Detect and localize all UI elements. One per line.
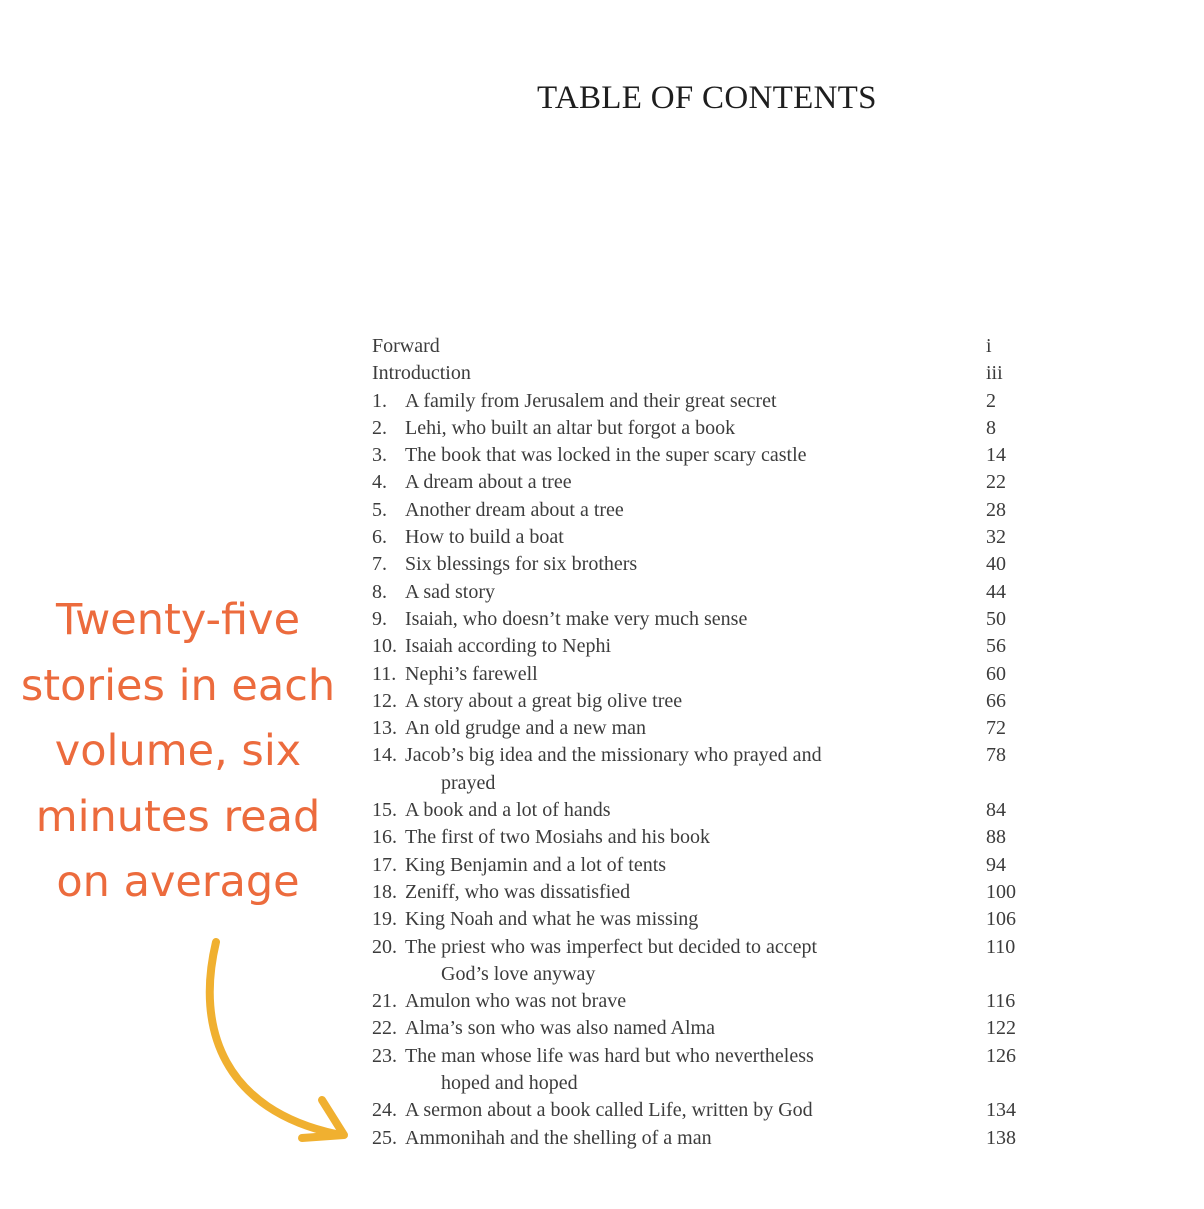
toc-entry-title [405, 797, 885, 824]
toc-entry-number: 20. [372, 935, 397, 958]
callout-line: volume, six [54, 726, 302, 776]
toc-entry-text [372, 797, 912, 824]
toc-entry-number: 1. [372, 389, 387, 412]
toc-entry [372, 824, 1032, 851]
toc-entry-text [372, 879, 912, 906]
toc-entry-title-line: Six blessings for six brothers [405, 553, 638, 576]
toc-entry-page-number: 84 [986, 799, 1006, 822]
toc-entry-number: 15. [372, 799, 397, 822]
toc-entry-number: 14. [372, 744, 397, 767]
toc-entry-title [405, 497, 885, 524]
toc-entry-number: 9. [372, 607, 387, 630]
toc-entry-title-continuation: God’s love anyway [441, 962, 596, 985]
toc-entry-title-line: Introduction [372, 362, 471, 385]
toc-entry-text [372, 633, 912, 660]
toc-entry-title-line: Zeniff, who was dissatisfied [405, 880, 631, 903]
toc-entry-text [372, 934, 912, 989]
toc-entry-number: 18. [372, 880, 397, 903]
toc-entry-text [372, 442, 912, 469]
toc-entry-title-line: Ammonihah and the shelling of a man [405, 1126, 712, 1149]
toc-entry-title-line: Nephi’s farewell [405, 662, 538, 685]
toc-entry-title [405, 524, 885, 551]
toc-entry [372, 661, 1032, 688]
toc-entry-title [405, 661, 885, 688]
toc-entry-title [405, 988, 885, 1015]
toc-entry-page-number: i [986, 335, 992, 357]
toc-entry-text [372, 852, 912, 879]
toc-entry-title [405, 606, 885, 633]
toc-entry-text [372, 906, 912, 933]
toc-entry-title [372, 333, 852, 360]
toc-entry-title-line: Amulon who was not brave [405, 990, 627, 1013]
toc-entry-page-number: 106 [986, 908, 1016, 931]
toc-entry-page-number: 40 [986, 553, 1006, 576]
toc-entry-title [405, 1043, 881, 1098]
toc-entry-text [372, 715, 912, 742]
callout-line: on average [56, 857, 300, 907]
toc-entry-title-line: Lehi, who built an altar but forgot a book [405, 416, 736, 439]
toc-entry-page-number: 94 [986, 853, 1006, 876]
toc-entry [372, 934, 1032, 989]
toc-entry [372, 1125, 1032, 1152]
toc-entry [372, 388, 1032, 415]
toc-entry-title [405, 551, 885, 578]
toc-entry-number: 24. [372, 1099, 397, 1122]
toc-entry-title-line: Isaiah according to Nephi [405, 635, 612, 658]
toc-entry-text [372, 688, 912, 715]
callout-line: minutes read [35, 791, 321, 842]
toc-entry-text [372, 551, 912, 578]
toc-entry-text [372, 360, 912, 387]
toc-entry-page-number: 126 [986, 1044, 1016, 1067]
toc-entry [372, 633, 1032, 660]
toc-entry-page-number: 14 [986, 444, 1006, 467]
toc-entry [372, 524, 1032, 551]
toc-entry-title [405, 688, 885, 715]
toc-entry-page-number: 100 [986, 880, 1016, 903]
toc-entry-page-number: 116 [986, 990, 1016, 1013]
callout-line: stories in each [20, 660, 336, 711]
toc-entry-page-number: 66 [986, 689, 1006, 712]
toc-entry-page-number: 78 [986, 744, 1006, 767]
toc-entry-text [372, 661, 912, 688]
toc-entry [372, 906, 1032, 933]
toc-entry [372, 715, 1032, 742]
toc-entry-title [405, 415, 885, 442]
toc-entry-number: 4. [372, 471, 387, 494]
toc-entry-title-line: King Noah and what he was missing [405, 908, 699, 931]
toc-entry-number: 23. [372, 1044, 397, 1067]
toc-entry-text [372, 579, 912, 606]
toc-entry-title [405, 715, 885, 742]
toc-entry-title-line: A sermon about a book called Life, written by God [405, 1099, 813, 1122]
toc-entry-title-line: Isaiah, who doesn’t make very much sense [405, 607, 748, 630]
toc-entry-title-line: The first of two Mosiahs and his book [405, 826, 710, 849]
toc-entry-title [372, 360, 852, 387]
toc-entry-text [372, 524, 912, 551]
toc-entry-number: 19. [372, 908, 397, 931]
toc-entry-number: 8. [372, 580, 387, 603]
arrow-head [302, 1100, 344, 1138]
toc-entry-number: 6. [372, 526, 387, 549]
toc-entry [372, 551, 1032, 578]
toc-entry-title [405, 742, 881, 797]
toc-entry [372, 360, 1032, 387]
toc-entry-title-line: A story about a great big olive tree [405, 689, 683, 712]
toc-entry [372, 1015, 1032, 1042]
toc-entry-title [405, 442, 885, 469]
toc-entry-text [372, 824, 912, 851]
toc-entry-title-line: Alma’s son who was also named Alma [405, 1017, 715, 1040]
toc-entry-title [405, 388, 885, 415]
toc-entry [372, 797, 1032, 824]
toc-entry-title-continuation: hoped and hoped [441, 1072, 578, 1095]
toc-entry-title [405, 633, 885, 660]
toc-entry-title-line: A book and a lot of hands [405, 799, 611, 822]
toc-entry-page-number: 2 [986, 389, 996, 412]
toc-entry-number: 12. [372, 689, 397, 712]
toc-entry-number: 10. [372, 635, 397, 658]
toc-entry-title-line: An old grudge and a new man [405, 717, 647, 740]
toc-entry [372, 415, 1032, 442]
toc-entry-title-continuation: prayed [441, 771, 496, 794]
toc-entry-title-line: The book that was locked in the super scary castle [405, 444, 807, 467]
toc-entry-title [405, 824, 885, 851]
toc-entry [372, 579, 1032, 606]
toc-entry-text [372, 388, 912, 415]
toc-entry-page-number: 88 [986, 826, 1006, 849]
toc-entry-number: 22. [372, 1017, 397, 1040]
toc-entry [372, 742, 1032, 797]
toc-entry-page-number: 110 [986, 935, 1016, 958]
toc-entry [372, 879, 1032, 906]
toc-entry-number: 16. [372, 826, 397, 849]
toc-entry-title-line: The man whose life was hard but who nevertheless [405, 1044, 814, 1067]
toc-entry-title-line: Forward [372, 335, 440, 357]
toc-entry-title [405, 879, 885, 906]
toc-entry [372, 497, 1032, 524]
toc-entry [372, 1097, 1032, 1124]
toc-entry-page-number: 50 [986, 607, 1006, 630]
toc-entry-title [405, 469, 885, 496]
toc-entry [372, 1043, 1032, 1098]
toc-entry-number: 2. [372, 416, 387, 439]
toc-entry-title-line: A sad story [405, 580, 495, 603]
callout-line: Twenty-five [55, 595, 301, 645]
toc-entry-page-number: 138 [986, 1126, 1016, 1149]
toc-entry-title [405, 934, 881, 989]
toc-entry-title [405, 579, 885, 606]
toc-entry-title-line: Another dream about a tree [405, 498, 624, 521]
toc-entry-text [372, 1125, 912, 1152]
toc-entry-number: 3. [372, 444, 387, 467]
toc-entry-page-number: 32 [986, 526, 1006, 549]
toc-entry-text [372, 1015, 912, 1042]
toc-entry [372, 988, 1032, 1015]
toc-entry-page-number: 134 [986, 1099, 1016, 1122]
toc-entry-text [372, 1097, 912, 1124]
toc-entry-page-number: 60 [986, 662, 1006, 685]
toc-entry-page-number: 28 [986, 498, 1006, 521]
toc-entry-page-number: 122 [986, 1017, 1016, 1040]
toc-entry-number: 5. [372, 498, 387, 521]
toc-entry-text [372, 469, 912, 496]
toc-entry-title-line: Jacob’s big idea and the missionary who prayed and [405, 744, 822, 767]
toc-entry-title-line: The priest who was imperfect but decided to accept [405, 935, 818, 958]
toc-entry-title [405, 852, 885, 879]
toc-entry-text [372, 606, 912, 633]
toc-entry-text [372, 1043, 912, 1098]
toc-entry [372, 606, 1032, 633]
toc-entry [372, 688, 1032, 715]
toc-entry-page-number: iii [986, 362, 1003, 385]
page-title: TABLE OF CONTENTS [537, 80, 877, 116]
toc-entry-text [372, 497, 912, 524]
toc-entry-text [372, 333, 912, 360]
table-of-contents [372, 333, 1032, 1152]
callout-note [10, 588, 346, 916]
toc-entry-title [405, 1097, 885, 1124]
toc-entry [372, 333, 1032, 360]
toc-entry-number: 7. [372, 553, 387, 576]
toc-entry-title [405, 1125, 885, 1152]
toc-entry-title [405, 1015, 885, 1042]
toc-entry-title-line: A family from Jerusalem and their great secret [405, 389, 777, 412]
toc-entry-page-number: 56 [986, 635, 1006, 658]
toc-entry-text [372, 415, 912, 442]
toc-entry-title-line: King Benjamin and a lot of tents [405, 853, 667, 876]
toc-entry-page-number: 22 [986, 471, 1006, 494]
toc-entry-number: 25. [372, 1126, 397, 1149]
toc-entry-title [405, 906, 885, 933]
toc-entry-page-number: 72 [986, 717, 1006, 740]
toc-entry [372, 469, 1032, 496]
toc-entry-page-number: 8 [986, 416, 996, 439]
toc-entry-title-line: How to build a boat [405, 526, 564, 549]
toc-entry-number: 11. [372, 662, 397, 685]
toc-entry-number: 21. [372, 990, 397, 1013]
toc-entry-text [372, 742, 912, 797]
arrow-shaft [210, 942, 336, 1134]
toc-entry-text [372, 988, 912, 1015]
toc-entry [372, 442, 1032, 469]
toc-entry-number: 13. [372, 717, 397, 740]
toc-entry-title-line: A dream about a tree [405, 471, 572, 494]
toc-entry [372, 852, 1032, 879]
toc-entry-number: 17. [372, 853, 397, 876]
toc-entry-page-number: 44 [986, 580, 1006, 603]
